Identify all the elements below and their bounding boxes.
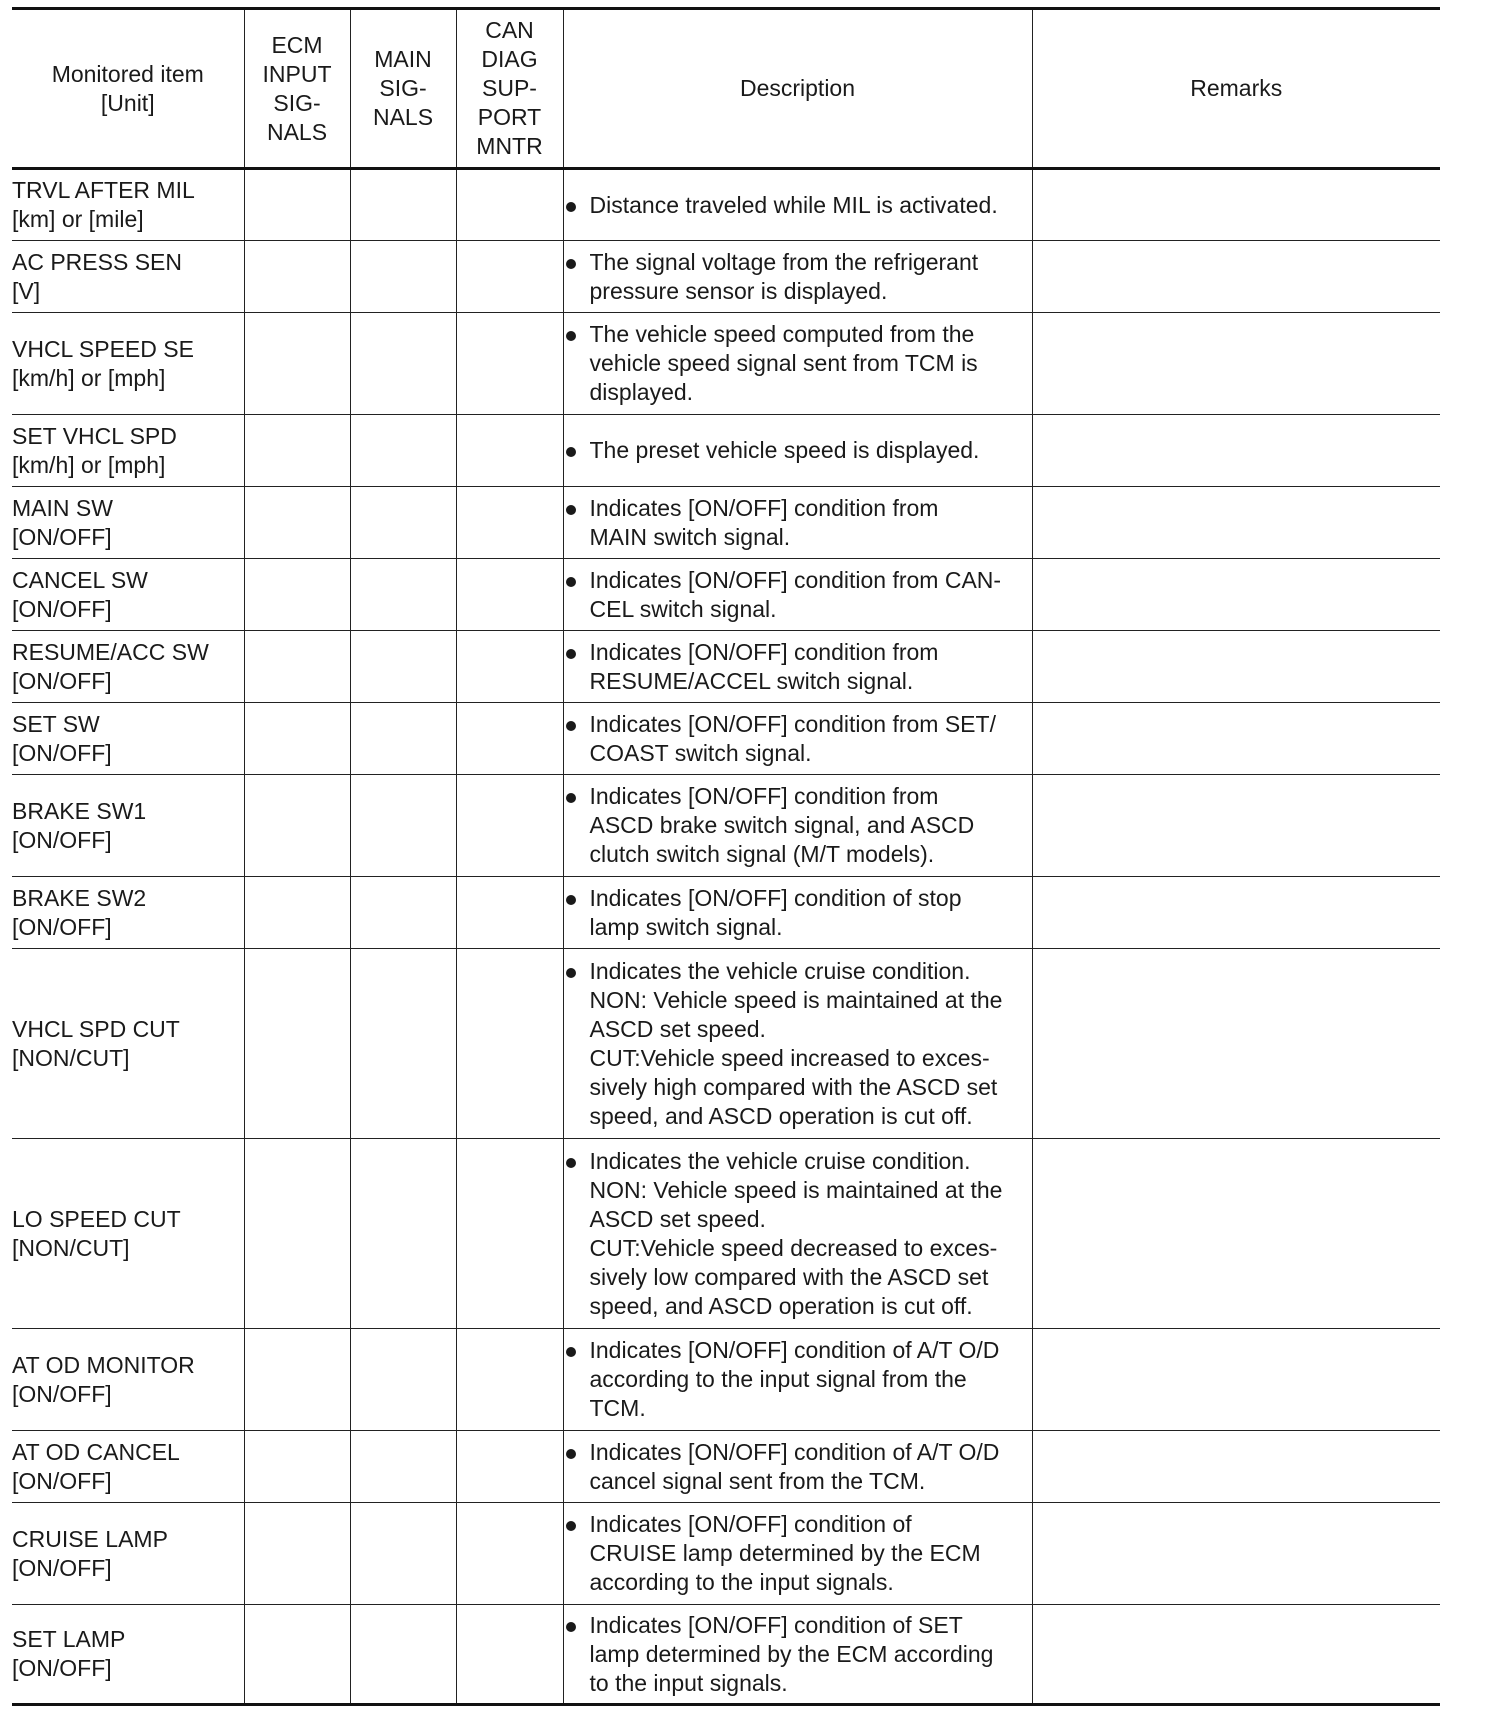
ecm-input-signals-cell	[244, 703, 350, 775]
table-row	[12, 1431, 1440, 1503]
description-text: Indicates [ON/OFF] condition of CRUISE lamp determined by the ECM according to the input signals.	[564, 1510, 1032, 1597]
table-row	[12, 1605, 1440, 1705]
remarks-cell	[1032, 559, 1440, 631]
header-main-signals: MAIN SIG- NALS	[350, 9, 456, 169]
description-text: Indicates [ON/OFF] condition from SET/ COAST switch signal.	[564, 710, 1032, 768]
ecm-input-signals-cell	[244, 241, 350, 313]
description-cell	[563, 241, 1032, 313]
description-cell	[563, 1503, 1032, 1605]
can-diag-support-mntr-cell	[456, 703, 563, 775]
description-cell	[563, 559, 1032, 631]
description-cell	[563, 313, 1032, 415]
header-monitored-item: Monitored item [Unit]	[12, 9, 244, 169]
ecm-input-signals-cell	[244, 415, 350, 487]
monitored-items-table	[12, 7, 1440, 1706]
main-signals-cell	[350, 631, 456, 703]
monitored-item-cell: LO SPEED CUT [NON/CUT]	[12, 1139, 244, 1329]
table-row	[12, 1329, 1440, 1431]
table-header-row	[12, 9, 1440, 169]
ecm-input-signals-cell	[244, 877, 350, 949]
description-cell	[563, 775, 1032, 877]
description-cell	[563, 487, 1032, 559]
description-text: Distance traveled while MIL is activated.	[564, 191, 1032, 220]
remarks-cell	[1032, 949, 1440, 1139]
description-cell	[563, 703, 1032, 775]
remarks-cell	[1032, 241, 1440, 313]
main-signals-cell	[350, 775, 456, 877]
description-text: Indicates the vehicle cruise condition. NON: Vehicle speed is maintained at the ASCD set speed. CUT:Vehicle speed decreased to exces- sively low compared with the ASCD set speed, and ASCD operation is cut off.	[564, 1147, 1032, 1321]
can-diag-support-mntr-cell	[456, 241, 563, 313]
main-signals-cell	[350, 1503, 456, 1605]
can-diag-support-mntr-cell	[456, 1329, 563, 1431]
table-row	[12, 1503, 1440, 1605]
description-cell	[563, 1431, 1032, 1503]
table-row	[12, 169, 1440, 241]
table-row	[12, 415, 1440, 487]
description-text: Indicates [ON/OFF] condition of A/T O/D cancel signal sent from the TCM.	[564, 1438, 1032, 1496]
main-signals-cell	[350, 241, 456, 313]
main-signals-cell	[350, 1605, 456, 1705]
description-cell	[563, 1329, 1032, 1431]
can-diag-support-mntr-cell	[456, 1605, 563, 1705]
ecm-input-signals-cell	[244, 1329, 350, 1431]
ecm-input-signals-cell	[244, 487, 350, 559]
ecm-input-signals-cell	[244, 949, 350, 1139]
remarks-cell	[1032, 313, 1440, 415]
monitored-item-cell: VHCL SPD CUT [NON/CUT]	[12, 949, 244, 1139]
can-diag-support-mntr-cell	[456, 775, 563, 877]
description-cell	[563, 415, 1032, 487]
can-diag-support-mntr-cell	[456, 877, 563, 949]
monitored-item-cell: VHCL SPEED SE [km/h] or [mph]	[12, 313, 244, 415]
can-diag-support-mntr-cell	[456, 169, 563, 241]
remarks-cell	[1032, 1605, 1440, 1705]
main-signals-cell	[350, 169, 456, 241]
monitored-item-cell: SET LAMP [ON/OFF]	[12, 1605, 244, 1705]
header-description: Description	[563, 9, 1032, 169]
table-row	[12, 703, 1440, 775]
main-signals-cell	[350, 415, 456, 487]
description-text: Indicates the vehicle cruise condition. NON: Vehicle speed is maintained at the ASCD set speed. CUT:Vehicle speed increased to exces- sively high compared with the ASCD set speed, and ASCD operation is cut off.	[564, 957, 1032, 1131]
ecm-input-signals-cell	[244, 169, 350, 241]
table-row	[12, 631, 1440, 703]
can-diag-support-mntr-cell	[456, 487, 563, 559]
description-cell	[563, 631, 1032, 703]
description-cell	[563, 1139, 1032, 1329]
ecm-input-signals-cell	[244, 1503, 350, 1605]
remarks-cell	[1032, 1139, 1440, 1329]
remarks-cell	[1032, 1503, 1440, 1605]
description-text: Indicates [ON/OFF] condition from CAN- CEL switch signal.	[564, 566, 1032, 624]
main-signals-cell	[350, 559, 456, 631]
table-row	[12, 775, 1440, 877]
remarks-cell	[1032, 1329, 1440, 1431]
table-row	[12, 487, 1440, 559]
can-diag-support-mntr-cell	[456, 559, 563, 631]
can-diag-support-mntr-cell	[456, 1139, 563, 1329]
monitored-item-cell: AT OD MONITOR [ON/OFF]	[12, 1329, 244, 1431]
header-remarks: Remarks	[1032, 9, 1440, 169]
monitored-item-cell: MAIN SW [ON/OFF]	[12, 487, 244, 559]
main-signals-cell	[350, 877, 456, 949]
remarks-cell	[1032, 1431, 1440, 1503]
can-diag-support-mntr-cell	[456, 415, 563, 487]
monitored-item-cell: BRAKE SW1 [ON/OFF]	[12, 775, 244, 877]
monitored-item-cell: AT OD CANCEL [ON/OFF]	[12, 1431, 244, 1503]
table-row	[12, 1139, 1440, 1329]
main-signals-cell	[350, 1329, 456, 1431]
ecm-input-signals-cell	[244, 631, 350, 703]
main-signals-cell	[350, 1431, 456, 1503]
header-can-diag-support-mntr: CAN DIAG SUP- PORT MNTR	[456, 9, 563, 169]
remarks-cell	[1032, 703, 1440, 775]
can-diag-support-mntr-cell	[456, 631, 563, 703]
can-diag-support-mntr-cell	[456, 949, 563, 1139]
can-diag-support-mntr-cell	[456, 313, 563, 415]
description-cell	[563, 1605, 1032, 1705]
monitored-item-cell: BRAKE SW2 [ON/OFF]	[12, 877, 244, 949]
monitored-item-cell: SET VHCL SPD [km/h] or [mph]	[12, 415, 244, 487]
table-row	[12, 949, 1440, 1139]
monitored-item-cell: AC PRESS SEN [V]	[12, 241, 244, 313]
main-signals-cell	[350, 313, 456, 415]
monitored-item-cell: CRUISE LAMP [ON/OFF]	[12, 1503, 244, 1605]
table-row	[12, 877, 1440, 949]
ecm-input-signals-cell	[244, 313, 350, 415]
can-diag-support-mntr-cell	[456, 1431, 563, 1503]
description-text: The signal voltage from the refrigerant pressure sensor is displayed.	[564, 248, 1032, 306]
monitored-item-cell: RESUME/ACC SW [ON/OFF]	[12, 631, 244, 703]
main-signals-cell	[350, 1139, 456, 1329]
ecm-input-signals-cell	[244, 775, 350, 877]
remarks-cell	[1032, 487, 1440, 559]
monitored-item-cell: SET SW [ON/OFF]	[12, 703, 244, 775]
remarks-cell	[1032, 775, 1440, 877]
description-cell	[563, 877, 1032, 949]
description-cell	[563, 169, 1032, 241]
description-text: The preset vehicle speed is displayed.	[564, 436, 1032, 465]
remarks-cell	[1032, 631, 1440, 703]
description-text: Indicates [ON/OFF] condition from MAIN switch signal.	[564, 494, 1032, 552]
remarks-cell	[1032, 415, 1440, 487]
remarks-cell	[1032, 169, 1440, 241]
table-row	[12, 241, 1440, 313]
table-row	[12, 313, 1440, 415]
ecm-input-signals-cell	[244, 1605, 350, 1705]
description-text: Indicates [ON/OFF] condition of SET lamp determined by the ECM according to the input signals.	[564, 1611, 1032, 1698]
can-diag-support-mntr-cell	[456, 1503, 563, 1605]
description-text: Indicates [ON/OFF] condition from RESUME/ACCEL switch signal.	[564, 638, 1032, 696]
ecm-input-signals-cell	[244, 1431, 350, 1503]
monitored-item-cell: TRVL AFTER MIL [km] or [mile]	[12, 169, 244, 241]
description-text: Indicates [ON/OFF] condition of A/T O/D according to the input signal from the TCM.	[564, 1336, 1032, 1423]
ecm-input-signals-cell	[244, 559, 350, 631]
description-text: Indicates [ON/OFF] condition of stop lamp switch signal.	[564, 884, 1032, 942]
ecm-input-signals-cell	[244, 1139, 350, 1329]
main-signals-cell	[350, 949, 456, 1139]
description-text: Indicates [ON/OFF] condition from ASCD brake switch signal, and ASCD clutch switch signal (M/T models).	[564, 782, 1032, 869]
description-cell	[563, 949, 1032, 1139]
monitored-item-cell: CANCEL SW [ON/OFF]	[12, 559, 244, 631]
table-row	[12, 559, 1440, 631]
main-signals-cell	[350, 703, 456, 775]
main-signals-cell	[350, 487, 456, 559]
description-text: The vehicle speed computed from the vehicle speed signal sent from TCM is displayed.	[564, 320, 1032, 407]
remarks-cell	[1032, 877, 1440, 949]
header-ecm-input-signals: ECM INPUT SIG- NALS	[244, 9, 350, 169]
